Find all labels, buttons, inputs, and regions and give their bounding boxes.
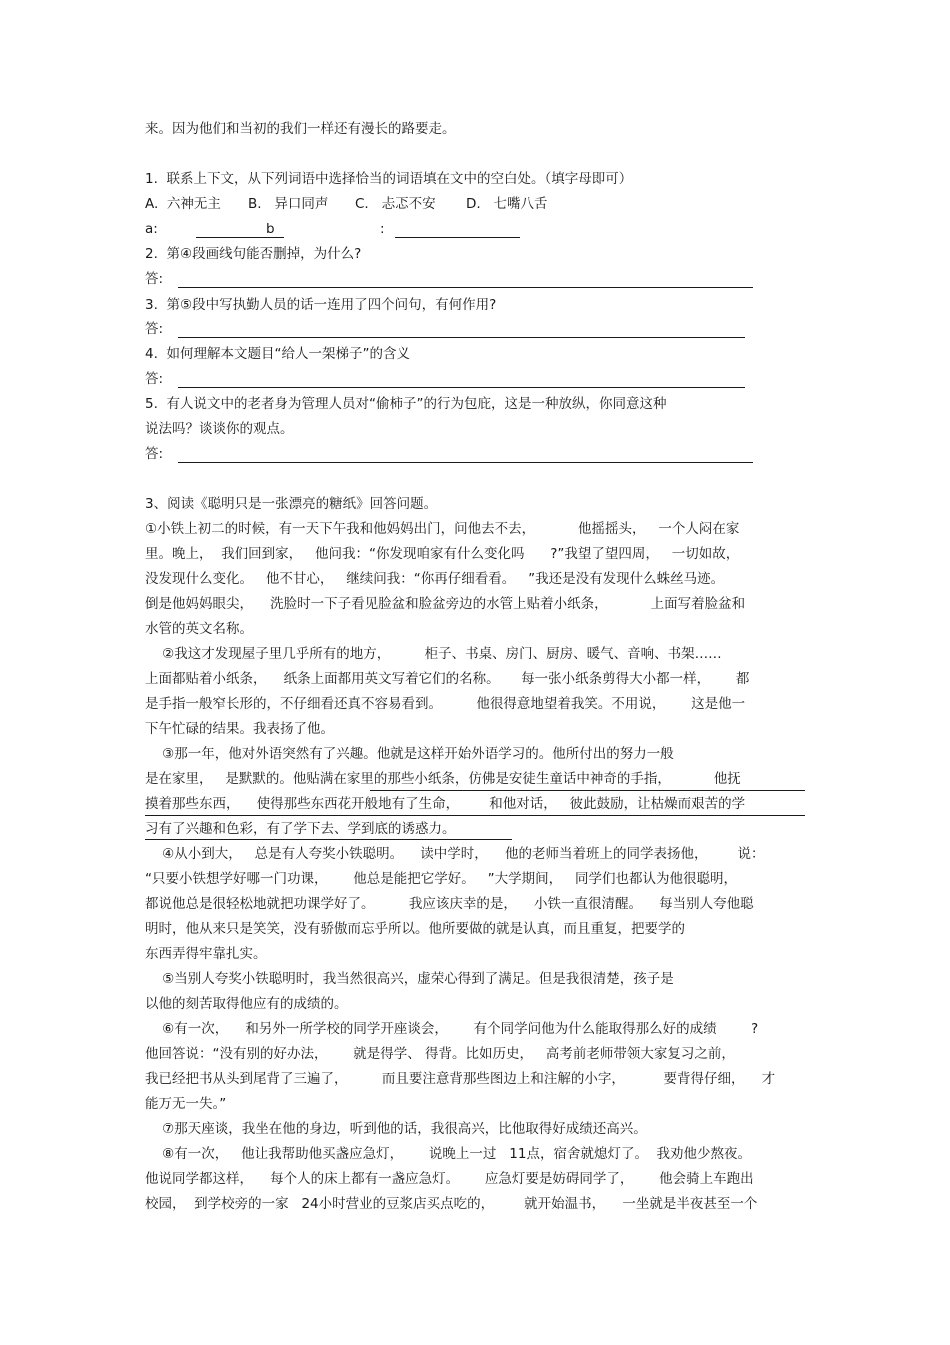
- answer-label-3: 答:: [145, 321, 164, 337]
- marked-sentence-underline: [370, 790, 805, 791]
- paragraph-6-line: 能万无一失。”: [145, 1096, 227, 1112]
- paragraph-3-line: 是在家里， 是默默的。他贴满在家里的那些小纸条，仿佛是安徒生童话中神奇的手指， 他抚: [145, 771, 741, 787]
- paragraph-5-line: 以他的刻苦取得他应有的成绩的。: [145, 996, 348, 1012]
- answer-label-4: 答:: [145, 371, 164, 387]
- paragraph-6-line: 我已经把书从头到尾背了三遍了， 而且要注意背那些图边上和注解的小字， 要背得仔细， 才: [145, 1071, 776, 1087]
- option-a: A. 六神无主: [145, 196, 221, 212]
- paragraph-1-line: 里。晚上， 我们回到家， 他问我：“你发现咱家有什么变化吗 ?”我望了望四周， 一切如故，: [145, 546, 740, 562]
- question-4: 4. 如何理解本文题目“给人一架梯子”的含义: [145, 346, 410, 362]
- paragraph-6-line: ⑥有一次， 和另外一所学校的同学开座谈会， 有个同学问他为什么能取得那么好的成绩 ?: [145, 1021, 759, 1037]
- paragraph-3-line: 摸着那些东西， 使得那些东西花开般地有了生命， 和他对话， 彼此鼓励，让枯燥而艰苦的学: [145, 796, 746, 812]
- blank-colon: :: [380, 221, 385, 237]
- paragraph-4-line: 都说他总是很轻松地就把功课学好了。 我应该庆幸的是， 小铁一直很清醒。 每当别人夸他聪: [145, 896, 754, 912]
- marked-sentence-underline: [145, 839, 512, 840]
- blank-b-label: b: [266, 221, 275, 237]
- option-c: C. 忐忑不安: [355, 196, 436, 212]
- question-1: 1. 联系上下文，从下列词语中选择恰当的词语填在文中的空白处。（填字母即可）: [145, 171, 633, 187]
- paragraph-1-line: ①小铁上初二的时候，有一天下午我和他妈妈出门，问他去不去， 他摇摇头， 一个人闷在家: [145, 521, 740, 537]
- paragraph-3-line: 习有了兴趣和色彩，有了学下去、学到底的诱惑力。: [145, 821, 456, 837]
- paragraph-7-line: ⑦那天座谈，我坐在他的身边，听到他的话，我很高兴，比他取得好成绩还高兴。: [145, 1121, 647, 1137]
- paragraph-8-line: 他说同学都这样， 每个人的床上都有一盏应急灯。 应急灯要是妨碍同学了， 他会骑上车跑出: [145, 1171, 754, 1187]
- paragraph-4-line: ④从小到大， 总是有人夸奖小铁聪明。 读中学时， 他的老师当着班上的同学表扬他， 说：: [145, 846, 765, 862]
- question-5-line-2: 说法吗？谈谈你的观点。: [145, 421, 294, 437]
- paragraph-5-line: ⑤当别人夸奖小铁聪明时，我当然很高兴，虚荣心得到了满足。但是我很清楚，孩子是: [145, 971, 674, 987]
- answer-line-2: [178, 287, 753, 288]
- option-b: B. 异口同声: [248, 196, 329, 212]
- paragraph-8-line: 校园， 到学校旁的一家 24小时营业的豆浆店买点吃的， 就开始温书， 一坐就是半夜甚至一个: [145, 1196, 758, 1212]
- marked-sentence-underline: [145, 815, 805, 816]
- paragraph-4-line: 东西弄得牢靠扎实。: [145, 946, 267, 962]
- intro-line: 来。因为他们和当初的我们一样还有漫长的路要走。: [145, 121, 456, 137]
- passage-heading: 3、阅读《聪明只是一张漂亮的糖纸》回答问题。: [145, 496, 438, 512]
- paragraph-1-line: 倒是他妈妈眼尖， 洗脸时一下子看见脸盆和脸盆旁边的水管上贴着小纸条， 上面写着脸盆和: [145, 596, 746, 612]
- paragraph-8-line: ⑧有一次， 他让我帮助他买盏应急灯， 说晚上一过 11点，宿舍就熄灯了。 我劝他少熬夜。: [145, 1146, 752, 1162]
- paragraph-3-line: ③那一年，他对外语突然有了兴趣。他就是这样开始外语学习的。他所付出的努力一般: [145, 746, 674, 762]
- paragraph-1-line: 没发现什么变化。 他不甘心， 继续问我：“你再仔细看看。 ”我还是没有发现什么蛛丝马迹。: [145, 571, 725, 587]
- paragraph-4-line: “只要小铁想学好哪一门功课， 他总是能把它学好。 ”大学期间， 同学们也都认为他很聪明，: [145, 871, 737, 887]
- question-5-line-1: 5. 有人说文中的老者身为管理人员对“偷柿子”的行为包庇，这是一种放纵，你同意这种: [145, 396, 667, 412]
- paragraph-2-line: 下午忙碌的结果。我表扬了他。: [145, 721, 334, 737]
- answer-label-5: 答:: [145, 446, 164, 462]
- blank-a-label: a:: [145, 221, 158, 237]
- paragraph-2-line: ②我这才发现屋子里几乎所有的地方， 柜子、书桌、房门、厨房、暖气、音响、书架……: [145, 646, 722, 662]
- option-d: D. 七嘴八舌: [466, 196, 548, 212]
- paragraph-2-line: 上面都贴着小纸条， 纸条上面都用英文写着它们的名称。 每一张小纸条剪得大小都一样， 都: [145, 671, 750, 687]
- paragraph-4-line: 明时，他从来只是笑笑，没有骄傲而忘乎所以。他所要做的就是认真，而且重复，把要学的: [145, 921, 685, 937]
- blank-b-line: [395, 237, 520, 238]
- question-3: 3. 第⑤段中写执勤人员的话一连用了四个问句，有何作用?: [145, 297, 497, 313]
- question-2: 2. 第④段画线句能否删掉，为什么?: [145, 246, 362, 262]
- answer-line-5: [178, 462, 753, 463]
- answer-line-3: [178, 337, 745, 338]
- answer-label-2: 答:: [145, 271, 164, 287]
- paragraph-2-line: 是手指一般窄长形的，不仔细看还真不容易看到。 他很得意地望着我笑。不用说， 这是他一: [145, 696, 746, 712]
- answer-line-4: [178, 387, 745, 388]
- paragraph-6-line: 他回答说：“没有别的好办法， 就是得学、 得背。比如历史， 高考前老师带领大家复习之前，: [145, 1046, 735, 1062]
- paragraph-1-line: 水管的英文名称。: [145, 621, 253, 637]
